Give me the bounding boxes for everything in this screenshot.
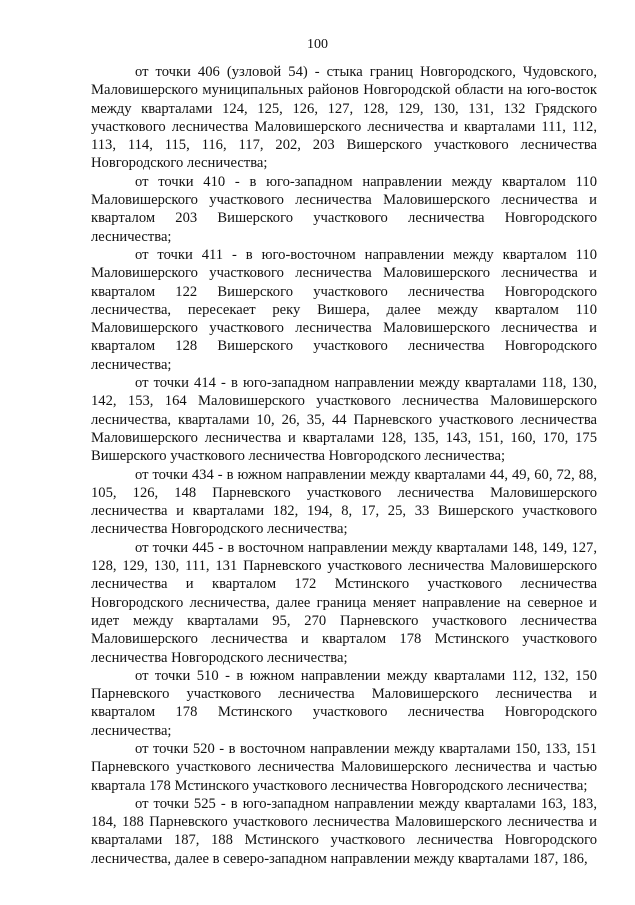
document-body — [91, 63, 597, 868]
paragraph-point-434: от точки 434 - в южном направлении между кварталами 44, 49, 60, 72, 88, 105, 126, 148 Парневского участкового лесничества Маловишерского лесничества и кварталами 182, 194, 8, 17, 25, 33 Вишерского участкового лесничества Новгородского лесничества; — [91, 466, 597, 538]
paragraph-point-411: от точки 411 - в юго-восточном направлении между кварталом 110 Маловишерского участкового лесничества Маловишерского лесничества и кварталом 122 Вишерского участкового лесничества Новгородского лесничества, пересекает реку Вишера, далее между кварталом 110 Маловишерского участкового лесничества Маловишерского лесничества и кварталом 128 Вишерского участкового лесничества Новгородского лесничества; — [91, 246, 597, 373]
paragraph-point-510: от точки 510 - в южном направлении между кварталами 112, 132, 150 Парневского участкового лесничества Маловишерского лесничества и кварталом 178 Мстинского участкового лесничества Новгородского лесничества; — [91, 667, 597, 739]
page-number: 100 — [307, 37, 328, 52]
paragraph-point-406: от точки 406 (узловой 54) - стыка границ Новгородского, Чудовского, Маловишерского муниципальных районов Новгородской области на юго-восток между кварталами 124, 125, 126, 127, 128, 129, 130, 131, 132 Грядского участкового лесничества Маловишерского лесничества и кварталами 111, 112, 113, 114, 115, 116, 117, 202, 203 Вишерского участкового лесничества Новгородского лесничества; — [91, 64, 597, 172]
paragraph-point-414: от точки 414 - в юго-западном направлении между кварталами 118, 130, 142, 153, 164 Маловишерского участкового лесничества Маловишерского лесничества, кварталами 10, 26, 35, 44 Парневского участкового лесничества Маловишерского лесничества и кварталами 128, 135, 143, 151, 160, 170, 175 Вишерского участкового лесничества Новгородского лесничества; — [91, 375, 597, 465]
paragraph-point-445: от точки 445 - в восточном направлении между кварталами 148, 149, 127, 128, 129, 130, 111, 131 Парневского участкового лесничества Маловишерского лесничества и кварталом 172 Мстинского участкового лесничества Новгородского лесничества, далее граница меняет направление на северное и идет между кварталами 95, 270 Парневского участкового лесничества Маловишерского лесничества и кварталом 178 Мстинского участкового лесничества Новгородского лесничества; — [91, 539, 597, 666]
paragraph-point-410: от точки 410 - в юго-западном направлении между кварталом 110 Маловишерского участкового лесничества Маловишерского лесничества и кварталом 203 Вишерского участкового лесничества Новгородского лесничества; — [91, 173, 597, 245]
paragraph-point-520: от точки 520 - в восточном направлении между кварталами 150, 133, 151 Парневского участкового лесничества Маловишерского лесничества и частью квартала 178 Мстинского участкового лесничества Новгородского лесничества; — [91, 740, 597, 794]
paragraph-point-525: от точки 525 - в юго-западном направлении между кварталами 163, 183, 184, 188 Парневского участкового лесничества Маловишерского лесничества и кварталами 187, 188 Мстинского участкового лесничества Новгородского лесничества, далее в северо-западном направлении между кварталами 187, 186, — [91, 795, 597, 867]
